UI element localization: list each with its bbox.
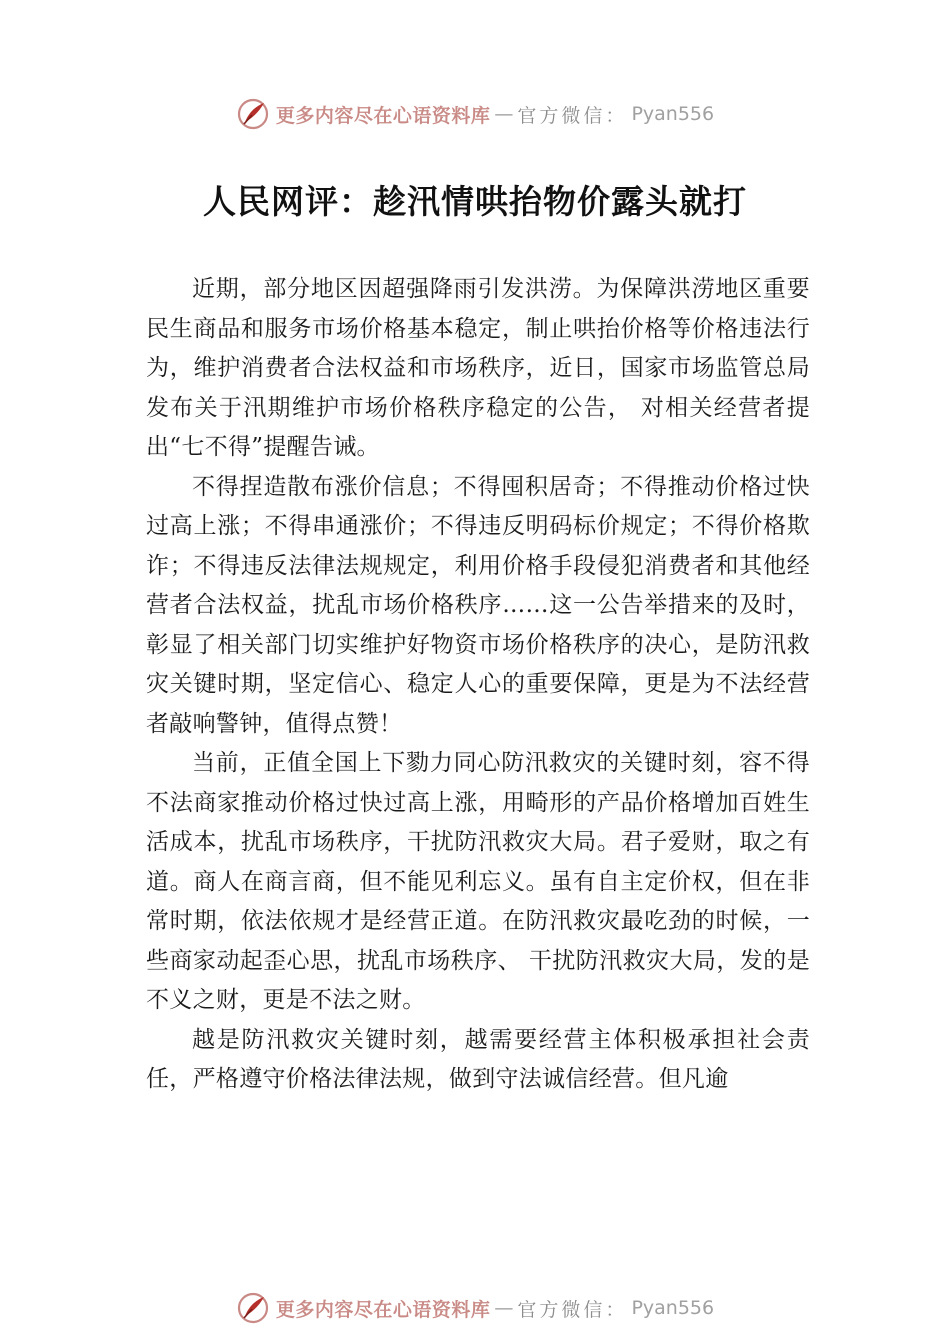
brand-text: 更多内容尽在心语资料库: [275, 1298, 491, 1321]
header-banner: [0, 92, 950, 136]
footer-banner: [0, 1286, 950, 1330]
document-title: 人民网评：趁汛情哄抬物价露头就打: [203, 182, 747, 221]
quill-leaf-logo-icon: [236, 1291, 270, 1325]
paragraph-4: 越是防汛救灾关键时刻，越需要经营主体积极承担社会责任，严格遵守价格法律法规，做到守法诚信经营。但凡逾: [146, 1026, 810, 1092]
wechat-id: Pyan556: [631, 1297, 715, 1319]
paragraph-2: 不得捏造散布涨价信息；不得囤积居奇；不得推动价格过快过高上涨；不得串通涨价；不得违反明码标价规定；不得价格欺诈；不得违反法律法规规定，利用价格手段侵犯消费者和其他经营者合法权益，扰乱市场价格秩序……这一公告举措来的及时，彰显了相关部门切实维护好物资市场价格秩序的决心，是防汛救灾关键时期，坚定信心、稳定人心的重要保障，更是为不法经营者敲响警钟，值得点赞！: [146, 473, 810, 737]
wechat-label: 官方微信：: [517, 1298, 628, 1321]
brand-text: 更多内容尽在心语资料库: [275, 104, 491, 127]
paragraph-1: 近期，部分地区因超强降雨引发洪涝。为保障洪涝地区重要民生商品和服务市场价格基本稳定，制止哄抬价格等价格违法行为，维护消费者合法权益和市场秩序，近日，国家市场监管总局发布关于汛期维护市场价格秩序稳定的公告， 对相关经营者提出“七不得”提醒告诫。: [146, 276, 810, 460]
paragraph-3: 当前，正值全国上下勠力同心防汛救灾的关键时刻，容不得不法商家推动价格过快过高上涨，用畸形的产品价格增加百姓生活成本，扰乱市场秩序，干扰防汛救灾大局。君子爱财，取之有道。商人在商言商，但不能见利忘义。虽有自主定价权，但在非常时期，依法依规才是经营正道。在防汛救灾最吃劲的时候，一些商家动起歪心思，扰乱市场秩序、 干扰防汛救灾大局，发的是不义之财，更是不法之财。: [146, 750, 810, 1013]
wechat-id: Pyan556: [631, 103, 715, 125]
document-body: [146, 270, 810, 1100]
banner-separator: —: [494, 1297, 514, 1319]
quill-leaf-logo-icon: [236, 97, 270, 131]
wechat-label: 官方微信：: [517, 104, 628, 127]
banner-separator: —: [494, 103, 514, 125]
